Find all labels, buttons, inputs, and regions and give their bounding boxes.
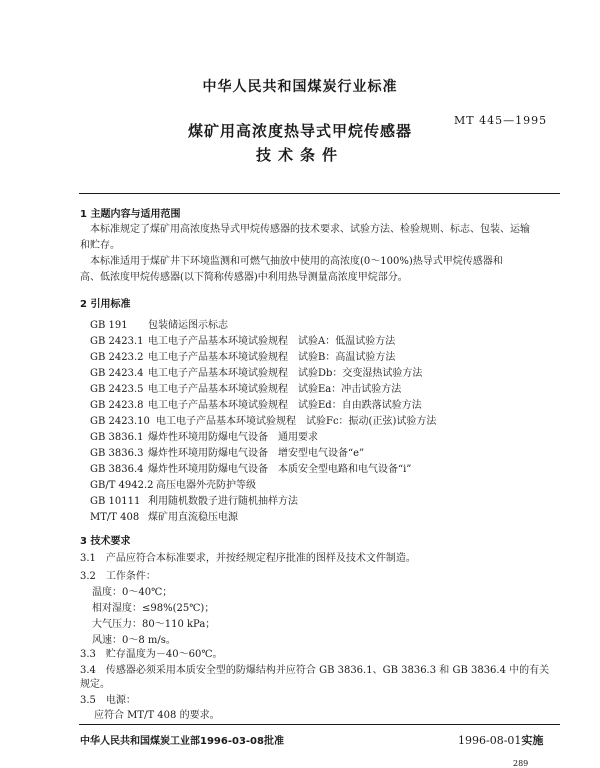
condition-wind-speed: 风速：0～8 m/s。 [92,635,176,646]
reference-title: 爆炸性环境用防爆电气设备 本质安全型电路和电气设备“i” [148,464,412,475]
reference-item [90,444,364,459]
reference-item [90,364,422,379]
reference-item [90,460,411,475]
reference-code: GB 191 [90,320,128,331]
reference-title: 电工电子产品基本环境试验规程 试验A：低温试验方法 [148,336,396,347]
section-1-para-2-line-1: 本标准适用于煤矿井下环境监测和可燃气抽放中使用的高浓度(0～100%)热导式甲烷传感器和 [90,256,503,267]
clause-3-4-line-2: 规定。 [80,679,110,690]
reference-title: 煤矿用直流稳压电源 [148,512,238,523]
header-divider [79,193,560,194]
reference-code: GB/T 4942.2 [90,480,154,491]
condition-pressure: 大气压力：80～110 kPa； [92,619,216,630]
document-subtitle: 技术条件 [255,146,344,164]
implementation-line [458,732,543,748]
reference-title: 爆炸性环境用防爆电气设备 通用要求 [148,432,318,443]
implementation-date: 1996-08-01 [458,734,522,747]
section-1-para-1-line-1: 本标准规定了煤矿用高浓度热导式甲烷传感器的技术要求、试验方法、检验规则、标志、包装、运输 [90,224,530,235]
reference-code: GB 2423.1 [90,336,144,347]
reference-title: 电工电子产品基本环境试验规程 试验Ea：冲击试验方法 [148,384,402,395]
clause-3-1: 3.1 产品应符合本标准要求，并按经规定程序批准的图样及技术文件制造。 [80,553,416,564]
document-title: 煤矿用高浓度热导式甲烷传感器 [187,122,412,140]
reference-title: 电工电子产品基本环境试验规程 试验Db：交变湿热试验方法 [148,368,423,379]
reference-item [90,492,298,507]
clause-3-4-line-1: 3.4 传感器必须采用本质安全型的防爆结构并应符合 GB 3836.1、GB 3836.3 和 GB 3836.4 中的有关 [80,665,550,676]
clause-3-3: 3.3 贮存温度为－40～60℃。 [80,649,223,660]
reference-item [90,332,395,347]
reference-code: GB 3836.4 [90,464,144,475]
reference-code: GB 3836.1 [90,432,144,443]
standard-number: MT 445—1995 [454,114,548,127]
reference-item [90,396,422,411]
reference-title: 高压电器外壳防护等级 [156,480,256,491]
section-1-para-1-line-2: 和贮存。 [80,240,120,251]
section-3-heading: 3 技术要求 [80,536,131,547]
reference-item [90,380,401,395]
reference-code: GB 2423.8 [90,400,144,411]
approval-line: 中华人民共和国煤炭工业部1996-03-08批准 [80,736,284,747]
reference-item [90,476,256,491]
reference-code: GB 2423.4 [90,368,144,379]
reference-item [90,412,436,427]
reference-item [90,508,238,523]
reference-code: GB 3836.3 [90,448,144,459]
footer-divider [79,724,560,725]
reference-title: 包装储运图示标志 [148,320,228,331]
reference-code: MT/T 408 [90,512,140,523]
section-2-heading: 2 引用标准 [80,299,131,310]
reference-code: GB 2423.2 [90,352,144,363]
reference-title: 爆炸性环境用防爆电气设备 增安型电气设备“e” [148,448,365,459]
reference-item [90,348,395,363]
reference-item [90,316,228,331]
reference-title: 电工电子产品基本环境试验规程 试验Ed：自由跌落试验方法 [148,400,422,411]
section-1-heading: 1 主题内容与适用范围 [80,209,181,220]
clause-3-2: 3.2 工作条件： [80,571,156,582]
clause-3-5: 3.5 电源： [80,695,136,706]
reference-item [90,428,318,443]
standard-organization-header: 中华人民共和国煤炭行业标准 [202,79,398,95]
condition-humidity: 相对湿度：≤98%(25℃)； [92,603,215,614]
implementation-label: 实施 [521,734,544,747]
condition-temperature: 温度：0～40℃； [92,587,173,598]
clause-3-5-text: 应符合 MT/T 408 的要求。 [94,710,220,721]
reference-code: GB 2423.5 [90,384,144,395]
reference-title: 利用随机数骰子进行随机抽样方法 [148,496,298,507]
reference-code: GB 10111 [90,496,141,507]
section-1-para-2-line-2: 高、低浓度甲烷传感器(以下简称传感器)中利用热导测量高浓度甲烷部分。 [80,272,408,283]
page-number: 289 [513,759,529,768]
reference-title: 电工电子产品基本环境试验规程 试验B：高温试验方法 [148,352,396,363]
reference-code: GB 2423.10 [90,416,150,427]
reference-title: 电工电子产品基本环境试验规程 试验Fc：振动(正弦)试验方法 [156,416,437,427]
